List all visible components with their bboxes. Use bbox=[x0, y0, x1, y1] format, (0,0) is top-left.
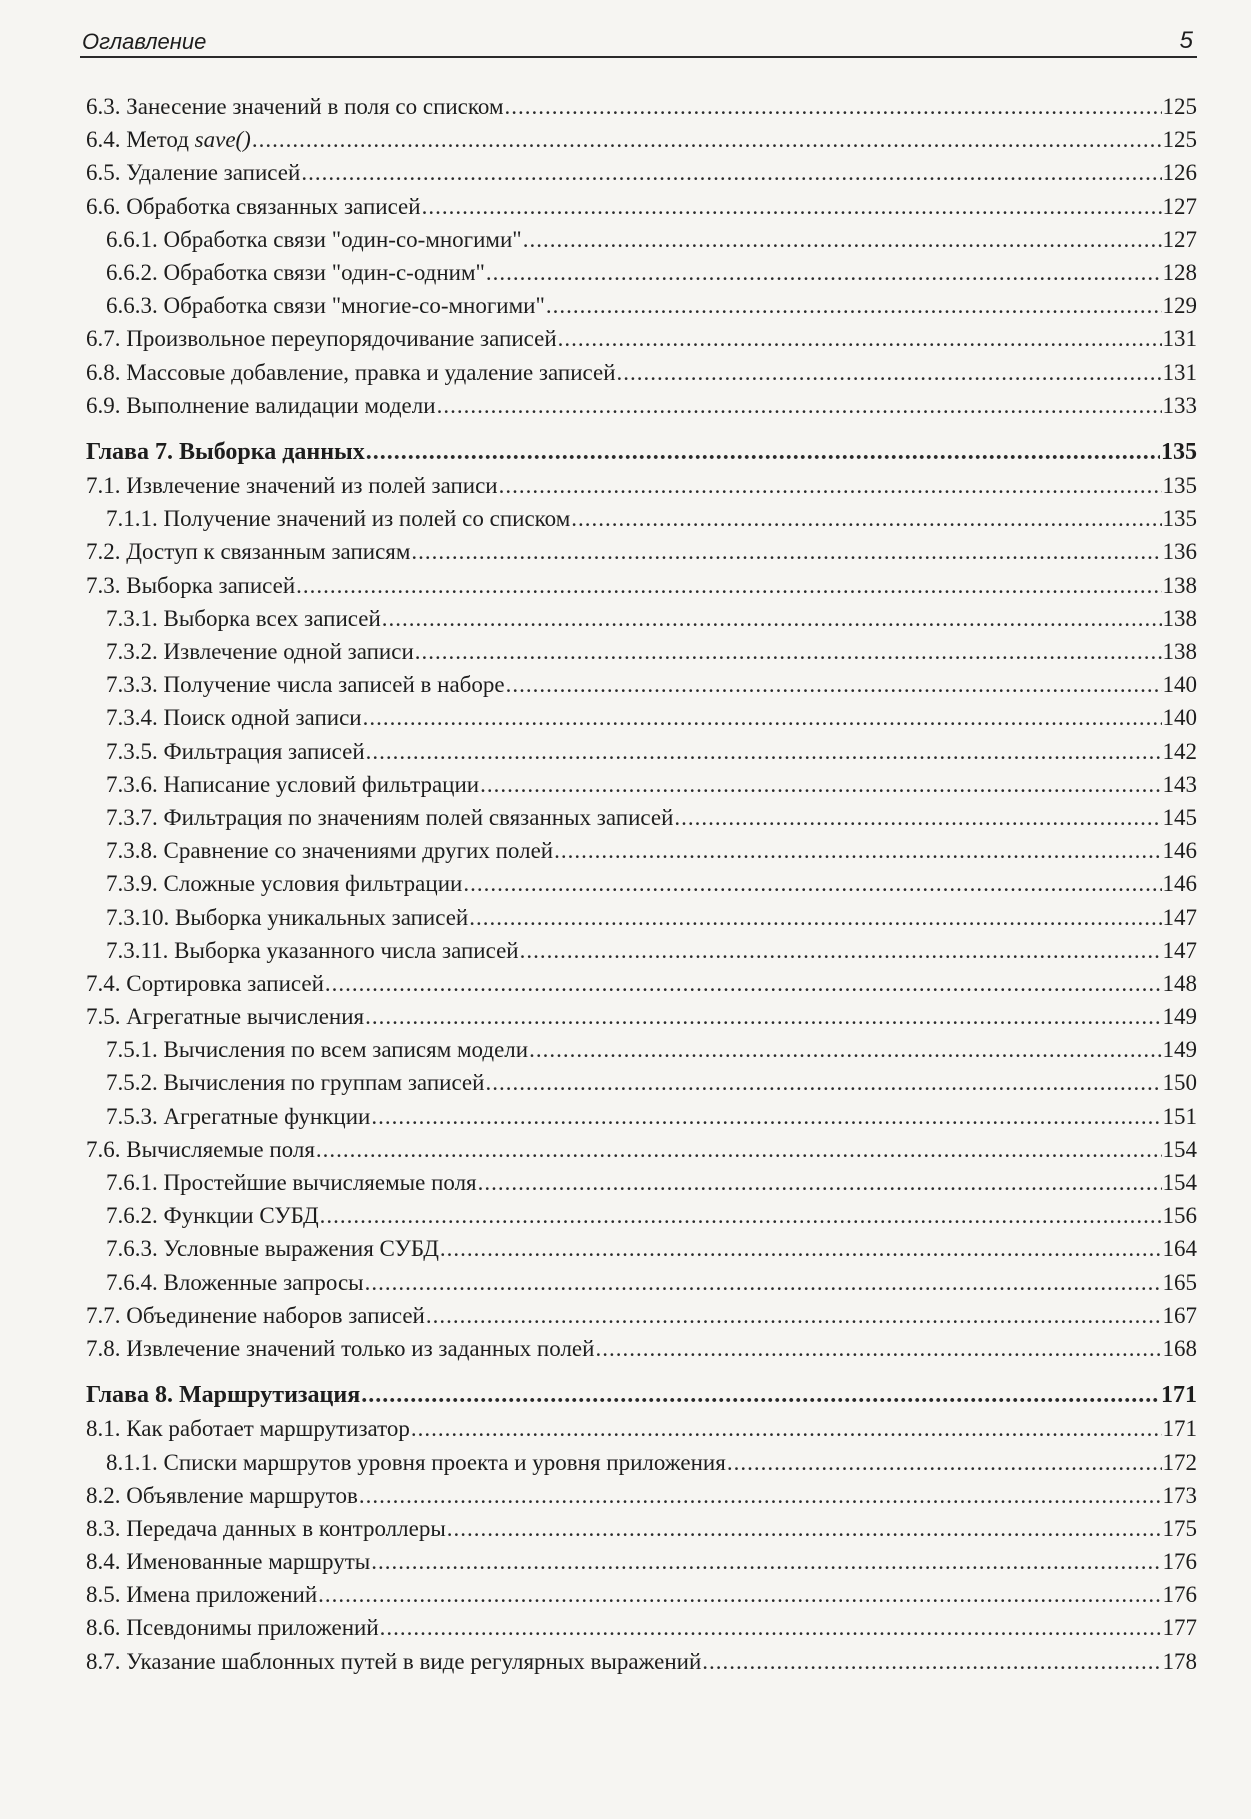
toc-entry-page: 178 bbox=[1162, 1648, 1197, 1674]
dot-leader bbox=[371, 1100, 1161, 1133]
toc-entry-label-text: 7.3.7. Фильтрация по значениям полей связанных записей bbox=[106, 804, 674, 830]
dot-leader bbox=[359, 1479, 1162, 1512]
dot-leader bbox=[365, 1266, 1162, 1299]
toc-entry[interactable] bbox=[86, 1645, 1197, 1678]
dot-leader bbox=[318, 1578, 1161, 1611]
toc-entry-label bbox=[86, 389, 436, 422]
toc-entry-page: 140 bbox=[1162, 672, 1197, 698]
toc-entry[interactable] bbox=[86, 190, 1197, 223]
toc-entry[interactable] bbox=[86, 1266, 1197, 1299]
dot-leader bbox=[361, 1379, 1160, 1412]
toc-entry-page: 126 bbox=[1162, 160, 1197, 186]
toc-entry-label-text: 7.5.3. Агрегатные функции bbox=[106, 1103, 371, 1129]
toc-entry-label bbox=[86, 90, 504, 123]
toc-entry[interactable] bbox=[86, 156, 1197, 189]
toc-entry-label bbox=[86, 535, 410, 568]
toc-entry[interactable] bbox=[86, 90, 1197, 123]
toc-entry-label-text: 7.3.5. Фильтрация записей bbox=[106, 738, 365, 764]
toc-entry-label-text: 7.3. Выборка записей bbox=[86, 572, 296, 598]
toc-entry-label bbox=[106, 1033, 528, 1066]
toc-entry-label-text: 7.8. Извлечение значений только из заданных полей bbox=[86, 1335, 595, 1361]
dot-leader bbox=[296, 569, 1161, 602]
toc-entry-label bbox=[106, 701, 362, 734]
toc-entry[interactable] bbox=[86, 901, 1197, 934]
toc-entry-label bbox=[106, 801, 673, 834]
dot-leader bbox=[702, 1645, 1161, 1678]
toc-entry-label bbox=[106, 289, 545, 322]
toc-entry-page: 146 bbox=[1162, 871, 1197, 897]
dot-leader bbox=[252, 123, 1162, 156]
toc-entry-label bbox=[86, 190, 421, 223]
toc-entry-page: 129 bbox=[1162, 293, 1197, 319]
toc-entry[interactable] bbox=[86, 635, 1197, 668]
toc-entry-label-text: 7.3.2. Извлечение одной записи bbox=[106, 639, 414, 664]
toc-entry-label-text: 6.7. Произвольное переупорядочивание записей bbox=[86, 326, 557, 352]
toc-entry-page: 125 bbox=[1162, 94, 1197, 119]
toc-entry-page: 146 bbox=[1162, 838, 1197, 864]
dot-leader bbox=[480, 768, 1161, 801]
toc-entry-label bbox=[106, 668, 505, 701]
toc-entry[interactable] bbox=[86, 1545, 1197, 1578]
toc-entry-label bbox=[106, 768, 479, 801]
toc-entry-label bbox=[86, 1299, 425, 1332]
toc-entry-label bbox=[106, 635, 414, 668]
toc-entry-label bbox=[106, 1100, 370, 1133]
toc-entry[interactable] bbox=[86, 535, 1197, 568]
toc-entry[interactable] bbox=[86, 123, 1197, 156]
toc-entry[interactable] bbox=[86, 356, 1197, 389]
toc-entry-label-text: 6.5. Удаление записей bbox=[86, 160, 301, 186]
toc-entry-label bbox=[106, 1232, 439, 1265]
toc-entry-label-text: 6.6.2. Обработка связи "один-с-одним" bbox=[106, 259, 485, 285]
toc-entry-page: 145 bbox=[1162, 804, 1197, 830]
toc-entry[interactable] bbox=[86, 1033, 1197, 1066]
dot-leader bbox=[727, 1446, 1162, 1479]
dot-leader bbox=[440, 1232, 1162, 1265]
toc-entry-label bbox=[86, 1645, 701, 1678]
dot-leader bbox=[595, 1332, 1161, 1365]
toc-entry-page: 131 bbox=[1162, 326, 1197, 352]
toc-entry-label-text: 8.5. Имена приложений bbox=[86, 1582, 318, 1608]
toc-entry-label-text: 7.1.1. Получение значений из полей со списком bbox=[106, 506, 571, 532]
toc-entry-page: 150 bbox=[1162, 1070, 1197, 1096]
toc-entry-label bbox=[86, 1479, 358, 1512]
toc-entry-label-text: 8.1. Как работает маршрутизатор bbox=[86, 1416, 410, 1442]
toc-entry[interactable] bbox=[86, 867, 1197, 900]
dot-leader bbox=[617, 356, 1162, 389]
toc-entry-page: 131 bbox=[1162, 359, 1197, 385]
toc-entry-label bbox=[106, 223, 522, 256]
toc-entry[interactable] bbox=[86, 1332, 1197, 1365]
toc-entry-page: 164 bbox=[1162, 1236, 1197, 1262]
toc-entry-page: 128 bbox=[1162, 259, 1197, 285]
table-of-contents bbox=[86, 90, 1197, 1678]
toc-entry-label-text: 7.6.4. Вложенные запросы bbox=[106, 1269, 364, 1295]
toc-entry-label-text: 6.8. Массовые добавление, правка и удаление записей bbox=[86, 359, 616, 385]
toc-entry-label bbox=[86, 1611, 379, 1644]
dot-leader bbox=[520, 934, 1162, 967]
toc-entry-label bbox=[86, 1412, 410, 1445]
dot-leader bbox=[371, 1545, 1161, 1578]
toc-entry[interactable] bbox=[86, 768, 1197, 801]
toc-entry[interactable] bbox=[86, 1412, 1197, 1445]
dot-leader bbox=[506, 668, 1162, 701]
toc-entry-page: 172 bbox=[1162, 1449, 1197, 1475]
toc-entry-label bbox=[86, 1512, 446, 1545]
toc-entry-page: 135 bbox=[1162, 473, 1197, 499]
dot-leader bbox=[316, 1133, 1162, 1166]
toc-entry-page: 140 bbox=[1162, 705, 1197, 731]
toc-entry-label-text: 6.6.1. Обработка связи "один-со-многими" bbox=[106, 226, 522, 252]
dot-leader bbox=[554, 834, 1161, 867]
toc-entry-label-text: 7.5.1. Вычисления по всем записям модели bbox=[106, 1037, 529, 1063]
toc-entry[interactable] bbox=[86, 668, 1197, 701]
toc-chapter-entry[interactable] bbox=[86, 1379, 1197, 1412]
toc-entry-label-text: 6.6.3. Обработка связи "многие-со-многими" bbox=[106, 293, 545, 319]
toc-entry-page: 176 bbox=[1162, 1582, 1197, 1608]
toc-entry-label bbox=[86, 322, 557, 355]
dot-leader bbox=[505, 90, 1162, 123]
toc-entry[interactable] bbox=[86, 735, 1197, 768]
toc-entry[interactable] bbox=[86, 701, 1197, 734]
toc-entry-page: 175 bbox=[1162, 1515, 1197, 1541]
dot-leader bbox=[411, 535, 1161, 568]
toc-entry-page: 142 bbox=[1162, 738, 1197, 764]
toc-entry-label bbox=[86, 436, 365, 469]
toc-entry-page: 154 bbox=[1162, 1136, 1197, 1162]
dot-leader bbox=[320, 1199, 1162, 1232]
toc-entry-label-text: 7.3.9. Сложные условия фильтрации bbox=[106, 871, 463, 897]
dot-leader bbox=[365, 1000, 1161, 1033]
toc-entry[interactable] bbox=[86, 289, 1197, 322]
toc-entry-label-text: 7.3.1. Выборка всех записей bbox=[106, 605, 381, 631]
toc-entry-label bbox=[86, 356, 616, 389]
toc-entry-label-text: 6.9. Выполнение валидации модели bbox=[86, 392, 436, 418]
toc-entry-label-text: 7.2. Доступ к связанным записям bbox=[86, 539, 411, 565]
toc-entry-page: 149 bbox=[1162, 1004, 1197, 1030]
toc-entry[interactable] bbox=[86, 223, 1197, 256]
toc-entry-page: 171 bbox=[1161, 1382, 1197, 1409]
toc-entry[interactable] bbox=[86, 1578, 1197, 1611]
dot-leader bbox=[463, 867, 1161, 900]
toc-entry[interactable] bbox=[86, 1512, 1197, 1545]
dot-leader bbox=[485, 1066, 1161, 1099]
toc-entry-label bbox=[86, 1379, 360, 1412]
toc-entry[interactable] bbox=[86, 602, 1197, 635]
toc-entry-label-text: 6.6. Обработка связанных записей bbox=[86, 193, 421, 219]
toc-entry-label bbox=[106, 834, 553, 867]
toc-entry-label-text: 7.6.2. Функции СУБД bbox=[106, 1203, 319, 1229]
toc-entry-page: 127 bbox=[1162, 193, 1197, 219]
dot-leader bbox=[366, 436, 1160, 469]
dot-leader bbox=[426, 1299, 1162, 1332]
toc-entry[interactable] bbox=[86, 1066, 1197, 1099]
toc-entry-page: 176 bbox=[1162, 1549, 1197, 1575]
toc-entry-label-text: 7.5.2. Вычисления по группам записей bbox=[106, 1070, 485, 1096]
dot-leader bbox=[674, 801, 1161, 834]
toc-entry[interactable] bbox=[86, 801, 1197, 834]
toc-entry-page: 148 bbox=[1162, 970, 1197, 996]
toc-entry[interactable] bbox=[86, 1479, 1197, 1512]
toc-entry-label-text: 7.7. Объединение наборов записей bbox=[86, 1302, 425, 1328]
dot-leader bbox=[380, 1611, 1162, 1644]
dot-leader bbox=[529, 1033, 1161, 1066]
toc-entry-label bbox=[106, 256, 485, 289]
toc-entry-page: 165 bbox=[1162, 1269, 1197, 1295]
dot-leader bbox=[447, 1512, 1162, 1545]
toc-entry[interactable] bbox=[86, 1611, 1197, 1644]
dot-leader bbox=[325, 967, 1162, 1000]
toc-entry-page: 167 bbox=[1162, 1302, 1197, 1328]
dot-leader bbox=[478, 1166, 1162, 1199]
dot-leader bbox=[499, 469, 1162, 502]
toc-entry[interactable] bbox=[86, 1232, 1197, 1265]
toc-entry[interactable] bbox=[86, 502, 1197, 535]
toc-entry-label bbox=[86, 967, 324, 1000]
toc-entry[interactable] bbox=[86, 469, 1197, 502]
toc-entry[interactable] bbox=[86, 967, 1197, 1000]
toc-entry-label-text: 7.3.8. Сравнение со значениями других полей bbox=[106, 838, 554, 864]
toc-entry-label bbox=[86, 1133, 315, 1166]
dot-leader bbox=[571, 502, 1161, 535]
toc-entry[interactable] bbox=[86, 1000, 1197, 1033]
toc-entry-page: 171 bbox=[1162, 1416, 1197, 1442]
toc-entry[interactable] bbox=[86, 256, 1197, 289]
toc-entry-label-text: 7.3.4. Поиск одной записи bbox=[106, 705, 362, 731]
toc-entry-label bbox=[106, 735, 365, 768]
toc-entry-label bbox=[106, 602, 381, 635]
toc-entry-page: 147 bbox=[1162, 937, 1197, 963]
toc-entry[interactable] bbox=[86, 569, 1197, 602]
toc-entry-label-text: 7.6.1. Простейшие вычисляемые поля bbox=[106, 1170, 477, 1195]
toc-entry-page: 147 bbox=[1162, 904, 1197, 930]
toc-entry[interactable] bbox=[86, 1299, 1197, 1332]
toc-entry-page: 173 bbox=[1162, 1482, 1197, 1508]
toc-entry-label bbox=[86, 1000, 364, 1033]
toc-entry-label-italic: save() bbox=[194, 127, 251, 153]
toc-entry-page: 138 bbox=[1162, 639, 1197, 664]
toc-entry-page: 154 bbox=[1162, 1170, 1197, 1195]
toc-entry-label bbox=[86, 569, 295, 602]
running-header bbox=[80, 28, 1197, 58]
toc-entry-page: 127 bbox=[1162, 226, 1197, 252]
toc-entry-label-text: 8.2. Объявление маршрутов bbox=[86, 1482, 358, 1508]
header-title: Оглавление bbox=[82, 29, 207, 54]
toc-entry-label bbox=[106, 1166, 477, 1199]
toc-entry-page: 138 bbox=[1162, 605, 1197, 631]
toc-entry-label bbox=[86, 123, 251, 156]
dot-leader bbox=[422, 190, 1162, 223]
toc-entry-page: 168 bbox=[1162, 1335, 1197, 1361]
toc-entry-label-text: 8.1.1. Списки маршрутов уровня проекта и уровня приложения bbox=[106, 1449, 726, 1475]
toc-entry-label-text: Глава 8. Маршрутизация bbox=[86, 1382, 361, 1409]
toc-entry-label-text: Глава 7. Выборка данных bbox=[86, 438, 365, 465]
toc-entry[interactable] bbox=[86, 389, 1197, 422]
toc-entry-page: 125 bbox=[1162, 127, 1197, 153]
toc-entry-page: 151 bbox=[1162, 1103, 1197, 1129]
dot-leader bbox=[486, 256, 1162, 289]
dot-leader bbox=[366, 735, 1162, 768]
dot-leader bbox=[363, 701, 1162, 734]
toc-entry-page: 177 bbox=[1162, 1615, 1197, 1641]
toc-entry[interactable] bbox=[86, 1133, 1197, 1166]
dot-leader bbox=[382, 602, 1162, 635]
toc-entry-label-text: 8.6. Псевдонимы приложений bbox=[86, 1615, 379, 1641]
toc-entry[interactable] bbox=[86, 1166, 1197, 1199]
toc-entry-page: 135 bbox=[1161, 438, 1197, 465]
toc-entry-page: 143 bbox=[1162, 771, 1197, 797]
toc-entry-label bbox=[106, 1199, 319, 1232]
dot-leader bbox=[437, 389, 1162, 422]
dot-leader bbox=[558, 322, 1162, 355]
dot-leader bbox=[469, 901, 1161, 934]
toc-entry-label bbox=[106, 867, 462, 900]
toc-entry-label-text: 7.1. Извлечение значений из полей записи bbox=[86, 473, 498, 499]
dot-leader bbox=[415, 635, 1162, 668]
toc-entry[interactable] bbox=[86, 1100, 1197, 1133]
toc-entry[interactable] bbox=[86, 934, 1197, 967]
toc-entry-page: 149 bbox=[1162, 1037, 1197, 1063]
toc-entry[interactable] bbox=[86, 322, 1197, 355]
toc-entry-label bbox=[106, 502, 570, 535]
toc-entry-page: 138 bbox=[1162, 572, 1197, 598]
toc-entry-page: 136 bbox=[1162, 539, 1197, 565]
toc-entry-label-text: 7.3.3. Получение числа записей в наборе bbox=[106, 672, 505, 698]
toc-entry-label bbox=[106, 1266, 364, 1299]
toc-entry-label-text: 8.3. Передача данных в контроллеры bbox=[86, 1515, 446, 1541]
toc-entry-label bbox=[106, 1066, 484, 1099]
toc-entry[interactable] bbox=[86, 1199, 1197, 1232]
toc-entry-label-text: 7.4. Сортировка записей bbox=[86, 970, 324, 996]
toc-entry-label bbox=[86, 1332, 594, 1365]
toc-entry-label bbox=[86, 1545, 370, 1578]
toc-entry-label-text: 7.5. Агрегатные вычисления bbox=[86, 1004, 365, 1030]
toc-chapter-entry[interactable] bbox=[86, 436, 1197, 469]
toc-entry-label-text: 7.3.11. Выборка указанного числа записей bbox=[106, 937, 519, 963]
toc-entry-label bbox=[86, 469, 498, 502]
toc-entry-label-text: 6.3. Занесение значений в поля со списком bbox=[86, 94, 504, 119]
toc-entry-page: 135 bbox=[1162, 506, 1197, 532]
toc-entry-label-text: 7.6.3. Условные выражения СУБД bbox=[106, 1236, 439, 1262]
dot-leader bbox=[523, 223, 1162, 256]
dot-leader bbox=[411, 1412, 1162, 1445]
toc-entry-label bbox=[86, 156, 300, 189]
toc-entry-label-text: 7.3.6. Написание условий фильтрации bbox=[106, 771, 480, 797]
dot-leader bbox=[546, 289, 1162, 322]
dot-leader bbox=[301, 156, 1161, 189]
toc-entry-label bbox=[106, 901, 468, 934]
header-page-number: 5 bbox=[1179, 27, 1193, 54]
toc-entry-label bbox=[106, 934, 519, 967]
toc-entry-label-text: 7.3.10. Выборка уникальных записей bbox=[106, 904, 469, 930]
toc-entry-label-text: 8.4. Именованные маршруты bbox=[86, 1549, 371, 1575]
toc-entry-page: 156 bbox=[1162, 1203, 1197, 1229]
toc-entry-label bbox=[106, 1446, 726, 1479]
toc-entry-page: 133 bbox=[1162, 392, 1197, 418]
toc-entry[interactable] bbox=[86, 1446, 1197, 1479]
toc-entry-label-text: 8.7. Указание шаблонных путей в виде регулярных выражений bbox=[86, 1648, 702, 1674]
toc-entry-label-text: 6.4. Метод bbox=[86, 127, 195, 153]
toc-entry-label bbox=[86, 1578, 317, 1611]
toc-entry[interactable] bbox=[86, 834, 1197, 867]
toc-entry-label-text: 7.6. Вычисляемые поля bbox=[86, 1136, 315, 1162]
